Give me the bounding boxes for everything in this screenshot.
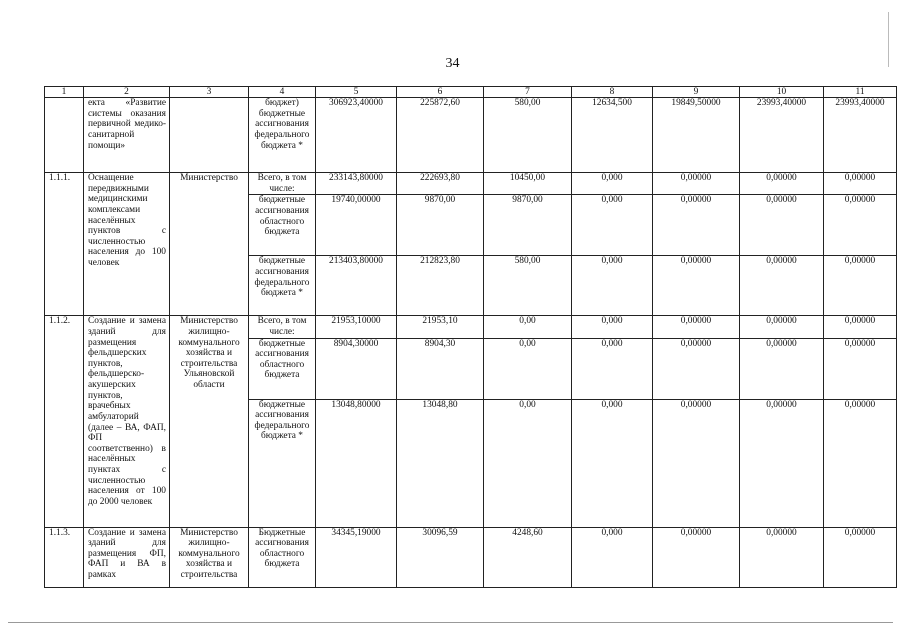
item-name: Создание и замена зданий для размещения ФП, ФАП и ВА в рамках (84, 527, 170, 587)
item-name: екта «Развитие системы оказания первичной медико-санитарной помощи» (84, 98, 170, 173)
amount-year: 225872,60 (397, 98, 484, 173)
amount-year: 0,00000 (653, 195, 740, 256)
column-header: 3 (170, 87, 249, 98)
amount-year: 0,00000 (824, 173, 897, 195)
column-header: 11 (824, 87, 897, 98)
item-executor: Министерство жилищно-коммунального хозяйства и строительства Ульяновской области (170, 316, 249, 527)
funding-source: бюджетные ассигнования федерального бюджета * (249, 256, 316, 316)
amount-total: 306923,40000 (316, 98, 397, 173)
page-bottom-rule (8, 622, 893, 623)
amount-year: 0,00000 (653, 527, 740, 587)
amount-year: 19849,50000 (653, 98, 740, 173)
amount-year: 23993,40000 (824, 98, 897, 173)
amount-year: 10450,00 (484, 173, 572, 195)
funding-source: Всего, в том числе: (249, 316, 316, 338)
item-number: 1.1.1. (45, 173, 84, 316)
amount-year: 0,000 (572, 316, 653, 338)
table-row (45, 527, 897, 587)
amount-year: 0,00000 (740, 195, 824, 256)
amount-year: 4248,60 (484, 527, 572, 587)
table-row (45, 98, 897, 173)
amount-year: 12634,500 (572, 98, 653, 173)
amount-year: 8904,30 (397, 338, 484, 399)
amount-year: 0,000 (572, 399, 653, 527)
amount-year: 0,00000 (653, 316, 740, 338)
funding-source: бюджетные ассигнования областного бюджета (249, 195, 316, 256)
amount-year: 0,00000 (824, 338, 897, 399)
column-number-row (45, 87, 897, 98)
amount-total: 34345,19000 (316, 527, 397, 587)
amount-year: 23993,40000 (740, 98, 824, 173)
amount-year: 13048,80 (397, 399, 484, 527)
amount-year: 0,00000 (653, 399, 740, 527)
table-row (45, 316, 897, 338)
amount-year: 580,00 (484, 98, 572, 173)
amount-year: 0,00000 (824, 527, 897, 587)
amount-year: 0,00000 (653, 338, 740, 399)
column-header: 6 (397, 87, 484, 98)
amount-year: 0,00000 (740, 399, 824, 527)
funding-source: бюджетные ассигнования областного бюджета (249, 338, 316, 399)
amount-total: 213403,80000 (316, 256, 397, 316)
amount-year: 21953,10 (397, 316, 484, 338)
page-number: 34 (445, 56, 460, 71)
amount-year: 580,00 (484, 256, 572, 316)
amount-year: 0,000 (572, 527, 653, 587)
funding-source: бюджет) бюджетные ассигнования федерального бюджета * (249, 98, 316, 173)
amount-year: 0,00 (484, 399, 572, 527)
amount-year: 0,00000 (824, 256, 897, 316)
budget-table (44, 86, 897, 588)
amount-year: 0,00000 (740, 173, 824, 195)
amount-year: 0,000 (572, 173, 653, 195)
amount-year: 222693,80 (397, 173, 484, 195)
funding-source: Бюджетные ассигнования областного бюджета (249, 527, 316, 587)
amount-year: 0,00000 (740, 527, 824, 587)
item-number: 1.1.3. (45, 527, 84, 587)
column-header: 4 (249, 87, 316, 98)
funding-source: бюджетные ассигнования федерального бюджета * (249, 399, 316, 527)
amount-year: 0,00000 (740, 316, 824, 338)
amount-year: 0,00 (484, 338, 572, 399)
amount-year: 0,00000 (740, 338, 824, 399)
column-header: 2 (84, 87, 170, 98)
amount-year: 0,00000 (653, 256, 740, 316)
amount-year: 0,00000 (824, 399, 897, 527)
item-number: 1.1.2. (45, 316, 84, 527)
column-header: 9 (653, 87, 740, 98)
amount-year: 0,00000 (740, 256, 824, 316)
amount-year: 212823,80 (397, 256, 484, 316)
item-executor: Министерство жилищно-коммунального хозяйства и строительства (170, 527, 249, 587)
amount-year: 0,000 (572, 195, 653, 256)
item-number (45, 98, 84, 173)
column-header: 5 (316, 87, 397, 98)
amount-year: 9870,00 (484, 195, 572, 256)
amount-year: 30096,59 (397, 527, 484, 587)
column-header: 8 (572, 87, 653, 98)
amount-year: 0,00000 (824, 195, 897, 256)
amount-total: 233143,80000 (316, 173, 397, 195)
column-header: 10 (740, 87, 824, 98)
column-header: 1 (45, 87, 84, 98)
funding-source: Всего, в том числе: (249, 173, 316, 195)
amount-year: 0,00000 (653, 173, 740, 195)
amount-total: 8904,30000 (316, 338, 397, 399)
item-executor: Министерство (170, 173, 249, 316)
table-row (45, 173, 897, 195)
item-name: Оснащение передвижными медицинскими комплексами населённых пунктов с численностью населения до 100 человек (84, 173, 170, 316)
amount-total: 13048,80000 (316, 399, 397, 527)
amount-year: 0,000 (572, 256, 653, 316)
column-header: 7 (484, 87, 572, 98)
amount-total: 21953,10000 (316, 316, 397, 338)
item-name: Создание и замена зданий для размещения фельдшерских пунктов, фельдшерско-акушерских пунктов, врачебных амбулаторий (далее – ВА, ФАП, ФП соответственно) в населённых пунктах с численностью населения от 100 до 2000 человек (84, 316, 170, 527)
amount-year: 0,000 (572, 338, 653, 399)
amount-year: 0,00 (484, 316, 572, 338)
amount-year: 0,00000 (824, 316, 897, 338)
item-executor (170, 98, 249, 173)
amount-year: 9870,00 (397, 195, 484, 256)
amount-total: 19740,00000 (316, 195, 397, 256)
